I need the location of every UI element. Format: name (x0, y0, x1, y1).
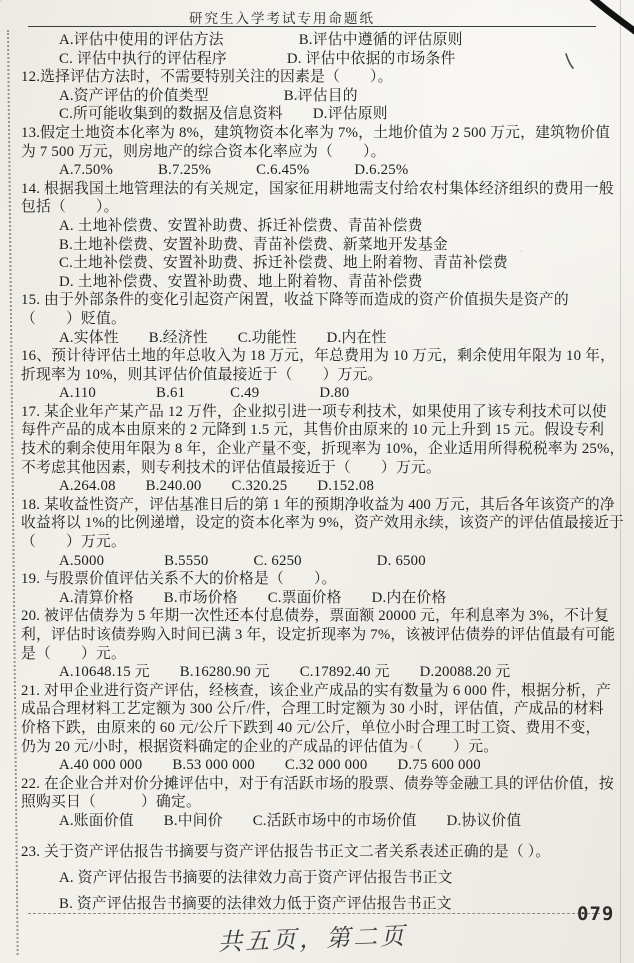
q17-stem-line-2: 每件产品的成本由原来的 2 元降到 1.5 元，其售价由原来的 10 元上升到 15 元。假设专利 (21, 422, 605, 439)
q14-option-a: A. 土地补偿费、安置补助费、拆迁补偿费、青苗补偿费 (59, 217, 423, 234)
q13-stem-line-1: 13.假定土地资本化率为 8%，建筑物资本化率为 7%，土地价值为 2 500 万元，建筑物价值 (21, 124, 611, 141)
q16-stem-line-1: 16、预计待评估土地的年总收入为 18 万元，年总费用为 10 万元，剩余使用年限为 10 年， (21, 348, 616, 365)
q20-stem-line-2: 利，评估时该债券购入时间已满 3 年，设定折现率为 7%，该被评估债券的评估值最有可能 (21, 627, 616, 643)
q21-stem-line-2: 成品合理材料工艺定额为 300 公斤/件，合理工时定额为 30 小时，评估值，产成品的材料 (21, 701, 604, 718)
q16-stem-line-2: 折现率为 10%，则其评估价值最接近于（ ）万元。 (21, 366, 383, 383)
q21-stem-line-4: 仍为 20 元/小时，根据资料确定的企业的产成品的评估值为（ ）元。 (21, 738, 499, 755)
scan-noise-specks (0, 0, 2, 2)
q19-stem: 19. 与股票价值评估关系不大的价格是（ ）。 (21, 571, 337, 588)
q22-options: A.账面价值 B.中间价 C.活跃市场中的市场价值 D.协议价值 (59, 812, 522, 829)
q12-options-cd: C.所可能收集到的数据及信息资料 D.评估原则 (59, 106, 388, 123)
q20-stem-line-3: 是（ ）元。 (21, 645, 126, 662)
prev-question-options-ab: A.评估中使用的评估方法 B.评估中遵循的评估原则 (59, 32, 463, 48)
q18-options: A.5000 B.5550 C. 6250 D. 6500 (59, 552, 426, 569)
q23-option-a: A. 资产评估报告书摘要的法律效力高于资产评估报告书正文 (59, 869, 453, 886)
q13-options: A.7.50% B.7.25% C.6.45% D.6.25% (59, 162, 409, 179)
q14-stem-line-1: 14. 根据我国土地管理法的有关规定，国家征用耕地需支付给农村集体经济组织的费用一般 (21, 180, 614, 197)
left-margin-dotted-line (7, 30, 19, 955)
q22-stem-line-1: 22. 在企业合并对价分摊评估中，对于有活跃市场的股票、债券等金融工具的评估价值，按 (21, 775, 614, 792)
q15-options: A.实体性 B.经济性 C.功能性 D.内在性 (59, 329, 387, 346)
page-number-stamp: 079 (577, 903, 615, 925)
q18-stem-line-1: 18. 某收益性资产，评估基准日后的第 1 年的预期净收益为 400 万元，其后各年该资产的净 (21, 496, 615, 513)
q16-options: A.110 B.61 C.49 D.80 (59, 385, 350, 402)
q18-stem-line-3: （ ）万元。 (21, 534, 126, 551)
footer-dashed-line (28, 913, 600, 914)
handwritten-page-note: 共五页，第二页 (217, 923, 408, 957)
q21-stem-line-3: 价格下跌，由原来的 60 元/公斤下跌到 40 元/公斤，单位小时合理工时工资、费用不变， (21, 719, 601, 736)
exam-body (21, 31, 625, 917)
q17-stem-line-1: 17. 某企业年产某产品 12 万件，企业拟引进一项专利技术，如果使用了该专利技术可以使 (21, 403, 607, 420)
q23-option-b: B. 资产评估报告书摘要的法律效力低于资产评估报告书正文 (59, 895, 452, 912)
q23-stem: 23. 关于资产评估报告书摘要与资产评估报告书正文二者关系表述正确的是（ ）。 (21, 843, 551, 860)
q21-stem-line-1: 21. 对甲企业进行资产评估，经核查，该企业产成品的实有数量为 6 000 件，根据分析，产 (21, 682, 611, 699)
q19-options: A.清算价格 B.市场价格 C.票面价格 D.内在价格 (59, 589, 447, 606)
q12-stem: 12.选择评估方法时，不需要特别关注的因素是（ ）。 (21, 69, 393, 86)
q18-stem-line-2: 收益将以 1%的比例递增，设定的资本化率为 9%，资产效用永续，该资产的评估值最接近于 (21, 515, 624, 532)
q14-option-d: D. 土地补偿费、安置补助费、地上附着物、青苗补偿费 (59, 273, 423, 290)
page-header-title: 研究生入学考试专用命题纸 (189, 11, 375, 26)
q13-stem-line-2: 为 7 500 万元，则房地产的综合资本化率应为（ ）。 (21, 143, 386, 160)
q15-stem-line-2: （ ）贬值。 (21, 310, 126, 327)
q17-stem-line-3: 技术的剩余使用年限为 8 年，企业产量不变，折现率为 10%，企业适用所得税税率为 25%， (21, 441, 625, 458)
q15-stem-line-1: 15. 由于外部条件的变化引起资产闲置，收益下降等而造成的资产价值损失是资产的 (21, 292, 569, 309)
q20-options: A.10648.15 元 B.16280.90 元 C.17892.40 元 D.20088.20 元 (59, 664, 511, 681)
prev-question-options-cd: C. 评估中执行的评估程序 D. 评估中依据的市场条件 (59, 50, 456, 67)
q14-option-c: C.土地补偿费、安置补助费、拆迁补偿费、地上附着物、青苗补偿费 (59, 255, 508, 272)
q21-options: A.40 000 000 B.53 000 000 C.32 000 000 D.75 600 000 (59, 757, 481, 774)
q22-stem-line-2: 照购买日（ ）确定。 (21, 794, 201, 811)
header-rule (28, 26, 596, 27)
q14-option-b: B.土地补偿费、安置补助费、青苗补偿费、新菜地开发基金 (59, 236, 448, 253)
q20-stem-line-1: 20. 被评估债券为 5 年期一次性还本付息债券，票面额 20000 元，年利息率为 3%，不计复 (21, 608, 610, 625)
q12-options-ab: A.资产评估的价值类型 B.评估目的 (59, 87, 358, 104)
spacer (21, 831, 621, 839)
q14-stem-line-2: 包括（ ）。 (21, 199, 119, 216)
q17-options: A.264.08 B.240.00 C.320.25 D.152.08 (59, 478, 375, 495)
q17-stem-line-4: 不考虑其他因素，则专利技术的评估值最接近于（ ）万元。 (21, 459, 441, 476)
